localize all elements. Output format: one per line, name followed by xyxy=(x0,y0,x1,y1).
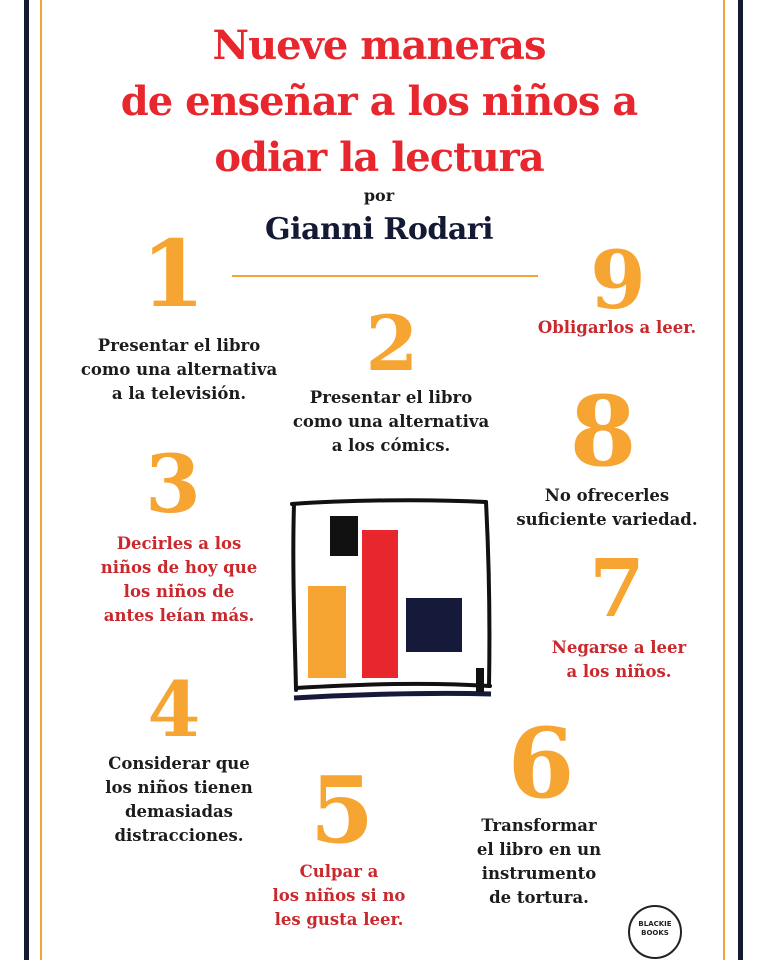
item-3-text: Decirles a los niños de hoy que los niños de antes leían más. xyxy=(100,534,258,625)
item-2-number: 2 xyxy=(365,299,419,388)
art-navy-block xyxy=(406,598,462,652)
item-2-text: Presentar el libro como una alternativa a los cómics. xyxy=(292,388,490,455)
item-5-number: 5 xyxy=(309,756,374,864)
item-9-number: 9 xyxy=(590,233,646,327)
title-line-1: Nueve maneras xyxy=(212,22,546,69)
art-orange-block xyxy=(308,586,346,678)
art-red-block xyxy=(362,530,398,678)
title-line-2: de enseñar a los niños a xyxy=(120,78,638,125)
publisher-logo-text: BLACKIE BOOKS xyxy=(638,920,672,937)
item-8-number: 8 xyxy=(569,375,637,488)
publisher-logo xyxy=(628,905,682,959)
title-line-3: odiar la lectura xyxy=(214,134,544,181)
item-6-number: 6 xyxy=(507,707,575,820)
item-4-number: 4 xyxy=(147,665,201,754)
page-title xyxy=(0,18,758,186)
item-5-text: Culpar a los niños si no les gusta leer. xyxy=(272,862,406,929)
item-1-number: 1 xyxy=(140,220,205,328)
art-black-block xyxy=(330,516,358,556)
item-3-number: 3 xyxy=(145,437,201,531)
abstract-artwork xyxy=(286,490,498,710)
art-black-mark xyxy=(476,668,484,692)
item-4-text: Considerar que los niños tienen demasiadas distracciones. xyxy=(105,754,253,845)
item-6-text: Transformar el libro en un instrumento de tortura. xyxy=(476,816,602,907)
byline: por xyxy=(363,186,395,205)
title-divider xyxy=(232,275,538,277)
art-baseline xyxy=(294,693,491,698)
item-1-text: Presentar el libro como una alternativa a la televisión. xyxy=(80,336,278,403)
item-7-number: 7 xyxy=(589,541,645,635)
item-9-text: Obligarlos a leer. xyxy=(537,318,697,337)
author-name: Gianni Rodari xyxy=(265,212,493,247)
item-7-text: Negarse a leer a los niños. xyxy=(551,638,687,681)
item-8-text: No ofrecerles suficiente variedad. xyxy=(516,486,698,529)
